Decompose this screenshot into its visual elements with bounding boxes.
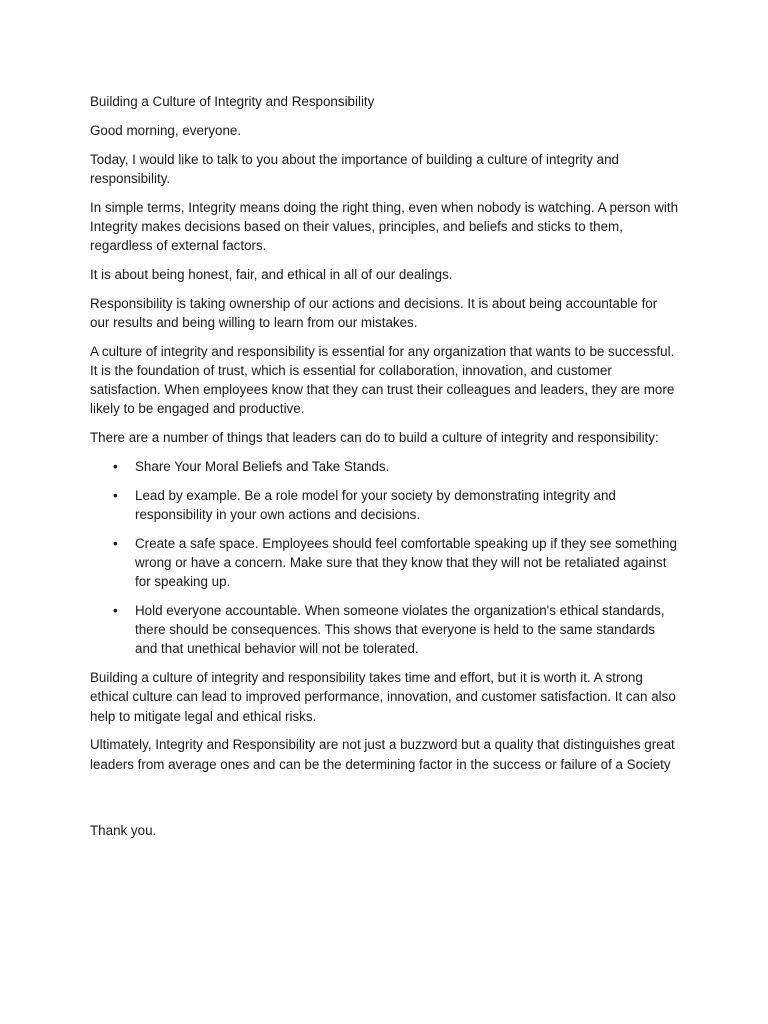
leader-actions-list (90, 457, 680, 659)
document-title: Building a Culture of Integrity and Responsibility (90, 94, 375, 109)
effort-paragraph: Building a culture of integrity and responsibility takes time and effort, but it is worth it. A strong ethical culture can lead to improved performance, innovation, and customer satisfaction. It can also help to mitigate legal and ethical risks. (90, 670, 676, 724)
list-item-text: Hold everyone accountable. When someone violates the organization's ethical standards, there should be consequences. This shows that everyone is held to the same standards and that unethical behavior will not be tolerated. (135, 603, 665, 657)
integrity-definition-paragraph: In simple terms, Integrity means doing the right thing, even when nobody is watching. A person with Integrity makes decisions based on their values, principles, and beliefs and sticks to them, regardless of external factors. (90, 199, 679, 254)
bullet-icon: • (113, 487, 118, 503)
conclusion-paragraph: Ultimately, Integrity and Responsibility are not just a buzzword but a quality that distinguishes great leaders from average ones and can be the determining factor in the success or failure of a Society (90, 737, 675, 772)
document-page (90, 92, 680, 850)
list-item-text: Share Your Moral Beliefs and Take Stands. (135, 459, 390, 474)
closing-line: Thank you. (90, 823, 157, 839)
list-item-text: Create a safe space. Employees should feel comfortable speaking up if they see something wrong or have a concern. Make sure that they know that they will not be retaliated against for speaking up. (135, 535, 677, 590)
list-intro-paragraph: There are a number of things that leaders can do to build a culture of integrity and responsibility: (90, 430, 659, 446)
list-item (90, 457, 680, 476)
list-item (90, 486, 680, 524)
list-item (90, 534, 680, 592)
blank-space (90, 783, 680, 821)
bullet-icon: • (113, 459, 118, 474)
intro-paragraph: Today, I would like to talk to you about the importance of building a culture of integrity and responsibility. (90, 151, 619, 186)
list-item-text: Lead by example. Be a role model for your society by demonstrating integrity and responsibility in your own actions and decisions. (135, 487, 616, 522)
bullet-icon: • (113, 603, 118, 618)
list-item (90, 601, 680, 659)
responsibility-definition-paragraph: Responsibility is taking ownership of our actions and decisions. It is about being accountable for our results and being willing to learn from our mistakes. (90, 295, 658, 330)
bullet-icon: • (113, 535, 118, 551)
greeting-paragraph: Good morning, everyone. (90, 123, 242, 138)
honesty-paragraph: It is about being honest, fair, and ethical in all of our dealings. (90, 267, 453, 282)
culture-importance-paragraph: A culture of integrity and responsibility is essential for any organization that wants to be successful. It is the foundation of trust, which is essential for collaboration, innovation, and customer satisfaction. When employees know that they can trust their colleagues and leaders, they are more likely to be engaged and productive. (90, 343, 675, 417)
